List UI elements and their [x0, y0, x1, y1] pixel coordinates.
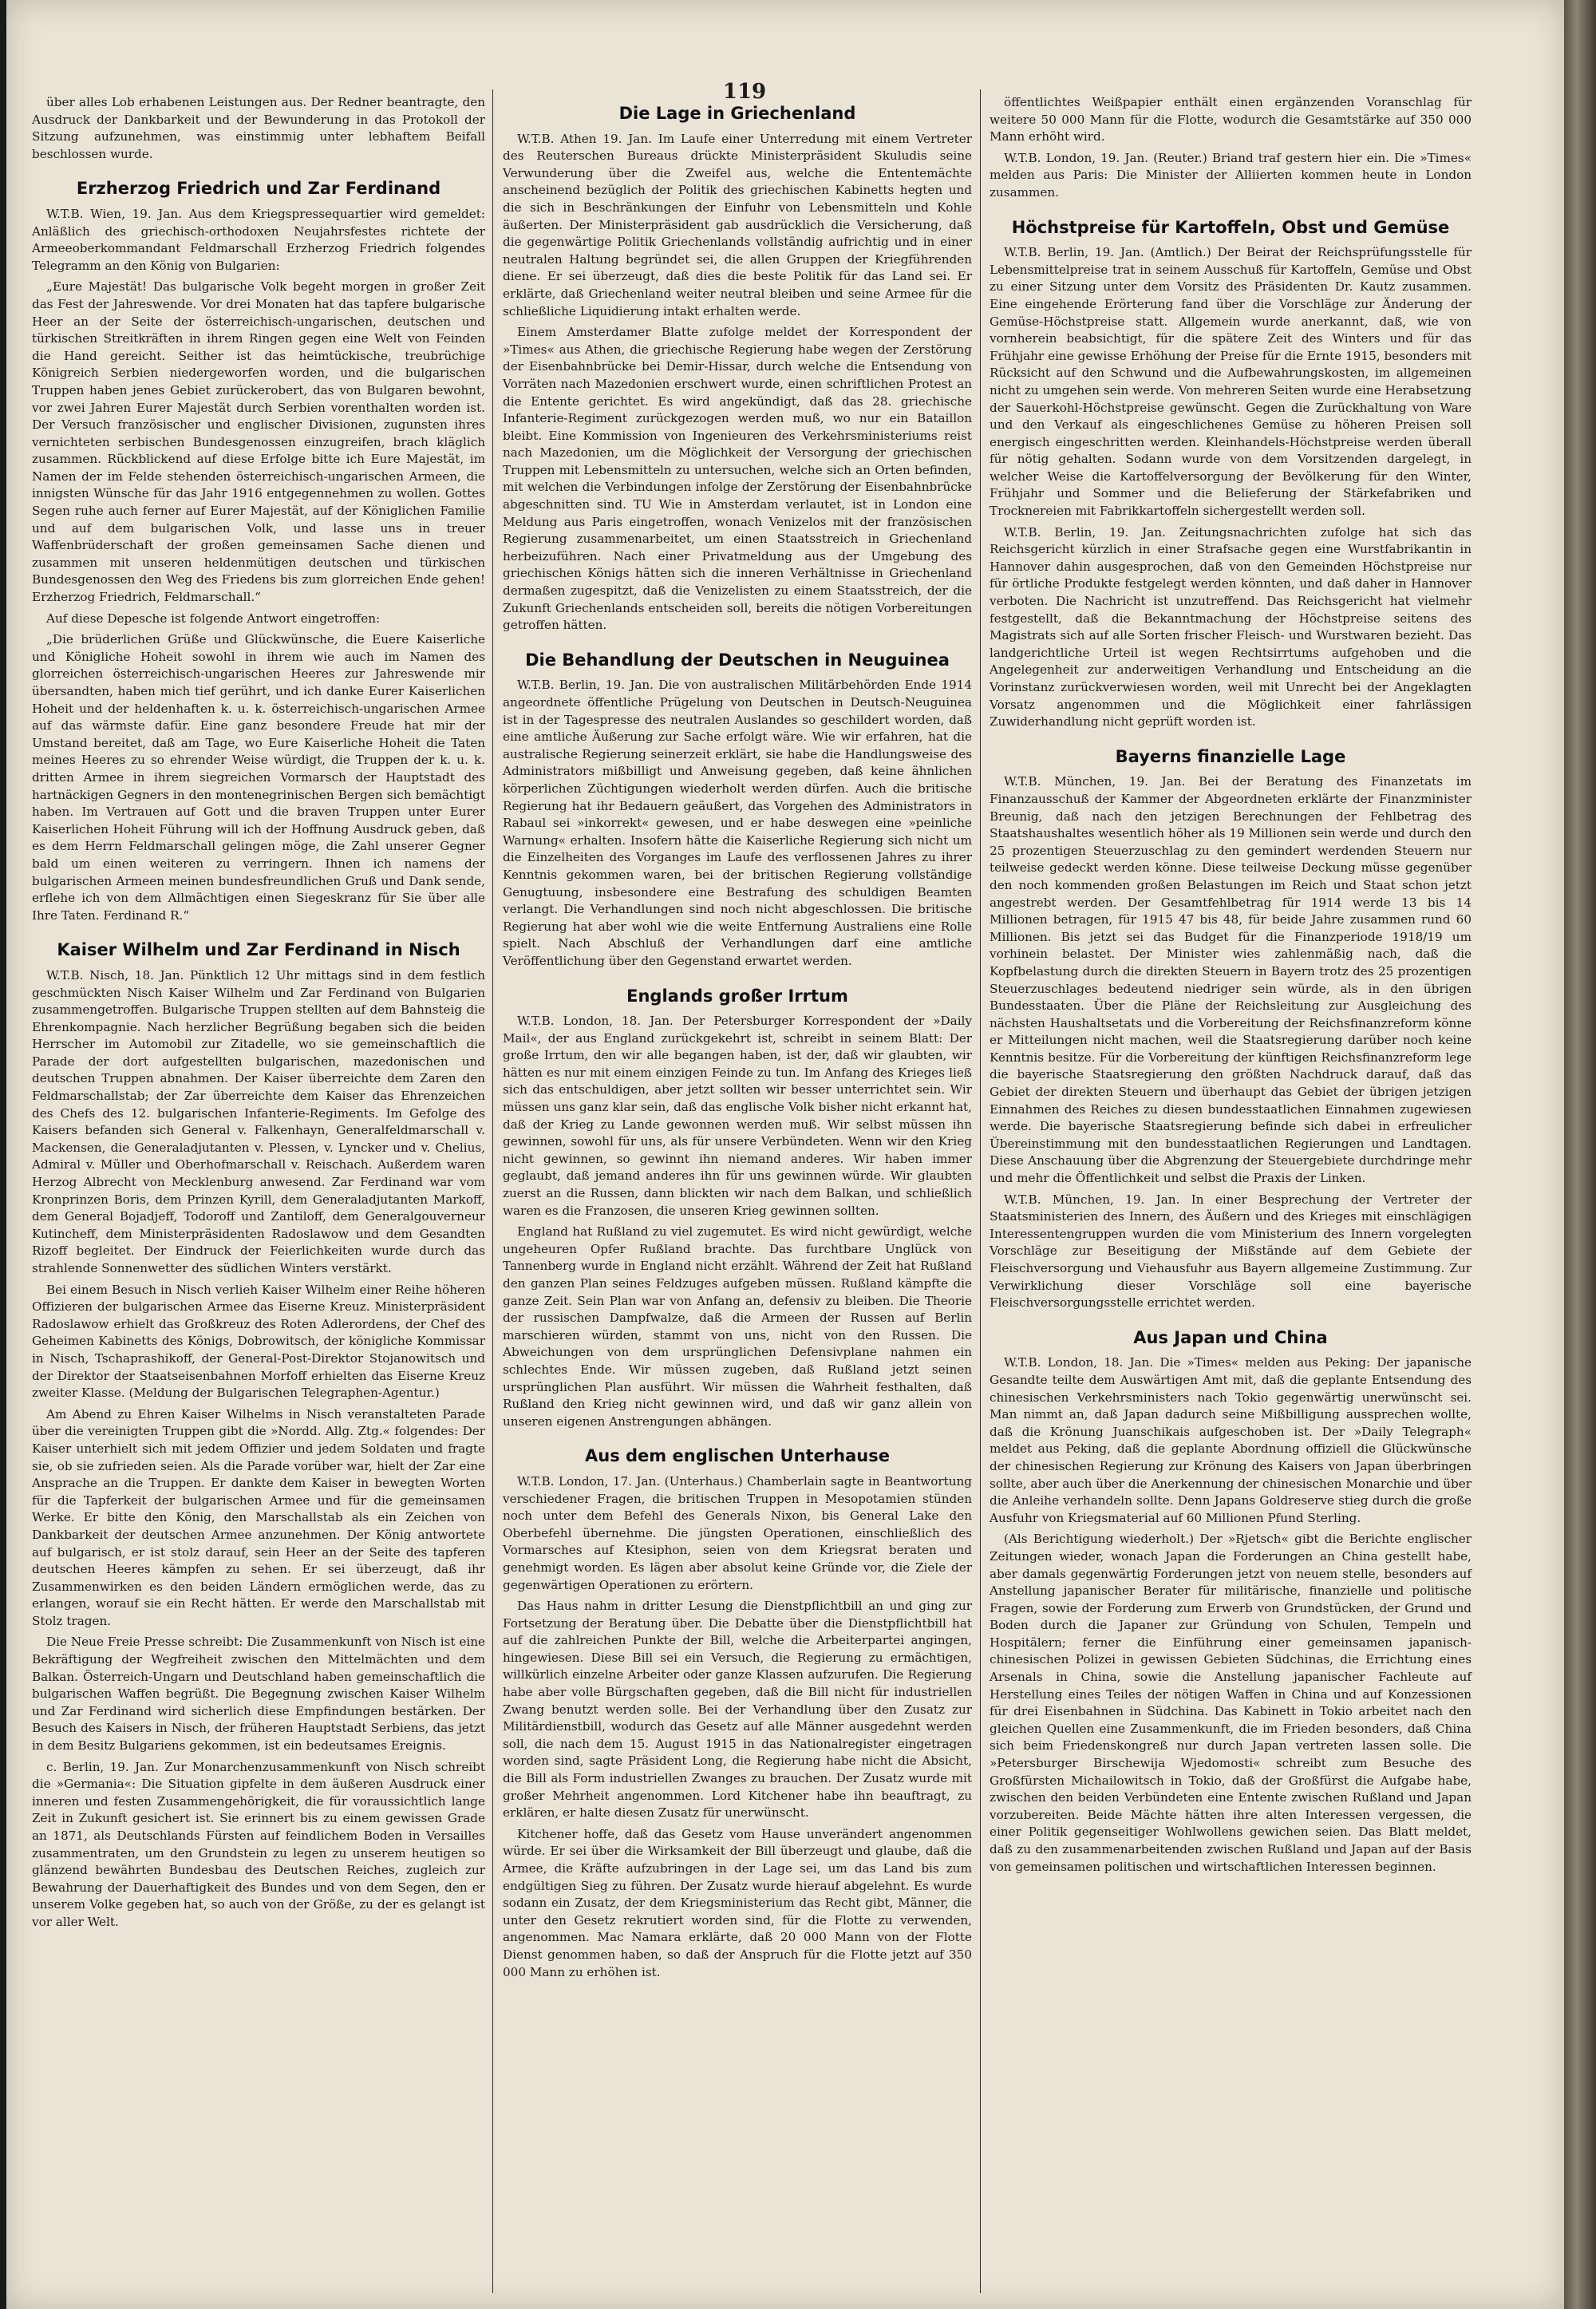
article-paragraph: W.T.B. Berlin, 19. Jan. Zeitungsnachrichten zufolge hat sich das Reichsgericht kürzlich in einer Strafsache gegen eine Wurstfabrikantin in Hannover dahin ausgesprochen, daß von den Gemeinden Höchstpreise nur für örtliche Produkte festgelegt werden könnten, und daß daher in Hannover verboten. Die Nachricht ist unzutreffend. Das Reichsgericht hat vielmehr festgestellt, daß die Bekanntmachung der Höchstpreise seitens des Magistrats sich auf alle Sorten frischer Fleisch- und Wurstwaren bezieht. Das landgerichtliche Urteil ist wegen Rechtsirrtums aufgehoben und die Angelegenheit zur anderweitigen Verhandlung und Entscheidung an die Vorinstanz zurückverwiesen worden, weil mit Unrecht bei der Angeklagten Vorsatz angenommen und die Möglichkeit einer fahrlässigen Zuwiderhandlung nicht geprüft worden ist.: [990, 524, 1472, 729]
column-right: [990, 94, 1472, 2293]
article-paragraph: c. Berlin, 19. Jan. Zur Monarchenzusammenkunft von Nisch schreibt die »Germania«: Die Situation gipfelte in dem äußeren Ausdruck einer inneren und festen Zusammengehörigkeit, die für voraussichtlich lange Zeit in Zukunft gesichert ist. Sie erinnert bis zu einem gewissen Grade an 1871, als Deutschlands Fürsten auf feindlichem Boden in Versailles zusammentraten, um den Grundstein zu legen zu unserem heutigen so glänzend bewährten Bundesbau des Deutschen Reiches, zugleich zur Bewahrung der Dauerhaftigkeit des Bundes und von dem Segen, den er unserem Volke gegeben hat, so auch von der Größe, zu der es gelangt ist vor aller Welt.: [32, 1759, 485, 1929]
article-paragraph: W.T.B. Berlin, 19. Jan. Die von australischen Militärbehörden Ende 1914 angeordnete öffentliche Prügelung von Deutschen in Deutsch-Neuguinea ist in der Tagespresse des neutralen Auslandes so geschildert worden, daß eine amtliche Äußerung zur Sache erfolgt wäre. Wie wir erfahren, hat die australische Regierung seinerzeit erklärt, sie habe die Handlungsweise des Administrators mißbilligt und Anweisung gegeben, daß keine ähnlichen körperlichen Züchtigungen wiederholt werden dürfen. Auch die britische Regierung hat ihr Bedauern geäußert, das Vorgehen des Administrators in Rabaul sei »inkorrekt« gewesen, und er habe deswegen eine »peinliche Warnung« erhalten. Insofern hätte die Kaiserliche Regierung sich nicht um die Einzelheiten des Vorganges im Laufe des verflossenen Jahres zu ihrer Kenntnis gekommen waren, bei der britischen Regierung vollständige Genugtuung, insbesondere eine Bestrafung des schuldigen Beamten verlangt. Die Verhandlungen sind noch nicht abgeschlossen. Die britische Regierung hat aber wohl wie die weite Entfernung Australiens eine Rolle spielt. Nach Abschluß der Verhandlungen darf eine amtliche Veröffentlichung über den Gegenstand erwartet werden.: [503, 678, 972, 968]
article-paragraph: Das Haus nahm in dritter Lesung die Dienstpflichtbill an und ging zur Fortsetzung der Beratung über. Die Debatte über die Dienstpflichtbill hat auf die zahlreichen Punkte der Bill, welche die Arbeiterpartei angingen, hingewiesen. Diese Bill sei ein Versuch, die Regierung zu ermächtigen, willkürlich einzelne Arbeiter oder ganze Klassen aufzurufen. Die Regierung habe aber volle Bürgschaften gegeben, daß die Bill nicht für industriellen Zwang benutzt werden solle. Bei der Verhandlung über den Zusatz zur Militärdienstbill, wodurch das Gesetz auf alle Männer ausgedehnt werden soll, die nach dem 15. August 1915 in das Nationalregister eingetragen worden sind, sagte Präsident Long, die Regierung habe nicht die Absicht, die Bill als Form industriellen Zwanges zu brauchen. Der Zusatz wurde mit großer Mehrheit angenommen. Lord Kitchener habe ihn beauftragt, zu erklären, er halte diesen Zusatz für unerwünscht.: [503, 1599, 972, 1821]
article-paragraph: W.T.B. Athen 19. Jan. Im Laufe einer Unterredung mit einem Vertreter des Reuterschen Bureaus drückte Ministerpräsident Skuludis seine Verwunderung über die Zweifel aus, welche die Ententemächte anscheinend bezüglich der Politik des griechischen Kabinetts hegten und die sich in Beschränkungen der Einfuhr von Lebensmitteln und Kohle äußerten. Der Ministerpräsident gab ausdrücklich die Versicherung, daß die gegenwärtige Politik Griechenlands vollständig aufrichtig und in einer neutralen Haltung begründet sei, die allen Gruppen der Kriegführenden diene. Er sei überzeugt, daß dies die beste Politik für das Land sei. Er erklärte, daß Griechenland weiter neutral bleiben und seine Armee für die schließliche Liquidierung intakt erhalten werde.: [503, 131, 972, 318]
article-headline: Englands großer Irrtum: [626, 986, 848, 1006]
article-paragraph: W.T.B. München, 19. Jan. Bei der Beratung des Finanzetats im Finanzausschuß der Kammer der Abgeordneten erklärte der Finanzminister Breunig, daß nach den jetzigen Berechnungen der Fehlbetrag des Staatshaushaltes wesentlich höher als 19 Millionen sein werde und durch den 25 prozentigen Steuerzuschlag zu den gemindert werdenden Steuern nur teilweise gedeckt werden könne. Diese teilweise Deckung müsse gegenüber den noch kommenden großen Belastungen im Reich und Staat schon jetzt angestrebt werden. Der Gesamtfehlbetrag für 1914 werde 13 bis 14 Millionen betragen, für 1915 47 bis 48, für beide Jahre zusammen rund 60 Millionen. Bis jetzt sei das Budget für die Finanzperiode 1918/19 um vorhinein belastet. Der Minister wies zahlenmäßig nach, daß die Kopfbelastung durch die direkten Steuern in Bayern trotz des 25 prozentigen Steuerzuschlages bedeutend niedriger sein würde, als in den übrigen Bundesstaaten. Über die Pläne der Reichsleitung zur Ausgleichung des nächsten Haushaltsetats und die Vorbereitung der Reichsfinanzreform könne er Mitteilungen nicht machen, weil die Staatsregierung darüber noch keine Kenntnis besitze. Für die Vorbereitung der künftigen Reichsfinanzreform lege die bayerische Staatsregierung den größten Nachdruck darauf, daß das Gebiet der direkten Steuern und überhaupt das Gebiet der übrigen jetzigen Einnahmen des Reiches zu diesen bundesstaatlichen Einnahmen zugewiesen werde. Die bayerische Staatsregierung befinde sich dabei in erfreulicher Übereinstimmung mit den bundesstaatlichen Regierungen und Landtagen. Diese Anschauung über die Abgrenzung der Steuergebiete durchdringe mehr und mehr die Öffentlichkeit und selbst die Praxis der Linken.: [990, 774, 1472, 1186]
article-headline: Kaiser Wilhelm und Zar Ferdinand in Nisch: [57, 940, 460, 960]
article-headline: Die Behandlung der Deutschen in Neuguinea: [525, 650, 950, 670]
article-paragraph: W.T.B. Nisch, 18. Jan. Pünktlich 12 Uhr mittags sind in dem festlich geschmückten Nisch Kaiser Wilhelm und Zar Ferdinand von Bulgarien zusammengetroffen. Bulgarische Truppen stellten auf dem Bahnsteig die Ehrenkompagnie. Nach herzlicher Begrüßung begaben sich die beiden Herrscher im Automobil zur Zitadelle, wo sie gemeinschaftlich die Parade der dort aufgestellten bulgarischen, mazedonischen und deutschen Truppen abnahmen. Der Kaiser überreichte dem Zaren den Feldmarschallstab; der Zar überreichte dem Kaiser das Ehrenzeichen des Chefs des 12. bulgarischen Infanterie-Regiments. Im Gefolge des Kaisers befanden sich General v. Falkenhayn, Generalfeldmarschall v. Mackensen, die Generaladjutanten v. Plessen, v. Lyncker und v. Chelius, Admiral v. Müller und Oberhofmarschall v. Reischach. Außerdem waren Herzog Albrecht von Mecklenburg anwesend. Zar Ferdinand war vom Kronprinzen Boris, dem Prinzen Kyrill, dem Generaladjutanten Markoff, dem General Bojadjeff, Todoroff und Zantiloff, dem Generalgouverneur Kutincheff, dem Ministerpräsidenten Radoslawow und dem Gesandten Rizoff begleitet. Der Eindruck der Feierlichkeiten wurde durch das strahlende Sonnenwetter des südlichen Winters verstärkt.: [32, 967, 485, 1275]
article-paragraph: Auf diese Depesche ist folgende Antwort eingetroffen:: [46, 611, 381, 626]
article-headline: Aus Japan und China: [1133, 1327, 1328, 1347]
article-paragraph: W.T.B. Berlin, 19. Jan. (Amtlich.) Der Beirat der Reichsprüfungsstelle für Lebensmittelpreise trat in seinem Ausschuß für Kartoffeln, Gemüse und Obst zu einer Sitzung unter dem Vorsitz des Präsidenten Dr. Kautz zusammen. Eine eingehende Erörterung fand über die Vorschläge zur Änderung der Gemüse-Höchstpreise statt. Allgemein wurde anerkannt, daß, wie von vornherein beabsichtigt, für die spätere Zeit des Winters und für das Frühjahr eine gewisse Erhöhung der Preise für die Ernte 1915, besonders mit Rücksicht auf den Schwund und die Aufbewahrungskosten, im allgemeinen nicht zu umgehen sein werde. Von mehreren Seiten wurde eine Herabsetzung der Sauerkohl-Höchstpreise gewünscht. Gegen die Zurückhaltung von Ware und den Verkauf als eingeschlichenes Gemüse zu höheren Preisen soll energisch eingeschritten werden. Kleinhandels-Höchstpreise werden überall für nötig gehalten. Sodann wurde von dem Vorsitzenden dargelegt, in welcher Weise die Kartoffelversorgung der Bevölkerung für den Winter, Frühjahr und Sommer und die Belieferung der Stärkefabriken und Trocknereien mit Fabrikkartoffeln sichergestellt werden soll.: [990, 245, 1472, 519]
article-paragraph: W.T.B. Wien, 19. Jan. Aus dem Kriegspressequartier wird gemeldet: Anläßlich des griechisch-orthodoxen Neujahrsfestes richtete der Armeeoberkommandant Feldmarschall Erzherzog Friedrich folgendes Telegramm an den König von Bulgarien:: [32, 206, 485, 273]
article-headline: Höchstpreise für Kartoffeln, Obst und Gemüse: [1011, 217, 1450, 237]
page-number: 119: [722, 80, 767, 104]
article-paragraph: Kitchener hoffe, daß das Gesetz vom Hause unverändert angenommen würde. Er sei über die Wirksamkeit der Bill überzeugt und glaube, daß die Armee, die Kräfte aufzubringen in der Lage sei, um das Land bis zum endgültigen Sieg zu führen. Der Zusatz wurde hierauf abgelehnt. Es wurde sodann ein Zusatz, der dem Kriegsministerium das Recht gibt, Männer, die unter den Gesetz rekrutiert worden sind, für die Flotte zu verwenden, angenommen. Mac Namara erklärte, daß 20 000 Mann von der Flotte Dienst genommen haben, so daß der Anspruch für die Flotte jetzt auf 350 000 Mann zu erhöhen ist.: [503, 1826, 972, 1979]
article-paragraph: W.T.B. London, 17. Jan. (Unterhaus.) Chamberlain sagte in Beantwortung verschiedener Fragen, die britischen Truppen in Mesopotamien stünden noch unter dem Befehl des Generals Nixon, bis General Lake den Oberbefehl übernehme. Die jüngsten Operationen, einschließlich des Vormarsches auf Ktesiphon, seien von dem Kriegsrat beraten und genehmigt worden. Es lägen aber absolut keine Gründe vor, die Ziele der gegenwärtigen Operationen zu erörtern.: [503, 1473, 972, 1592]
article-headline: Aus dem englischen Unterhause: [585, 1446, 890, 1466]
article-paragraph: W.T.B. München, 19. Jan. In einer Besprechung der Vertreter der Staatsministerien des Innern, des Äußern und des Krieges mit einschlägigen Interessentengruppen wurden die vom Ministerium des Innern vorgelegten Vorschläge zur Beseitigung der Mißstände auf dem Gebiete der Fleischversorgung und Viehausfuhr aus Bayern allgemeine Zustimmung. Zur Verwirklichung dieser Vorschläge soll eine bayerische Fleischversorgungsstelle errichtet werden.: [990, 1192, 1472, 1311]
newspaper-page: [6, 0, 1564, 2309]
column-left: [32, 94, 485, 2293]
book-binding-edge: [1564, 0, 1596, 2309]
article-headline: Die Lage in Griechenland: [618, 104, 856, 123]
article-paragraph: (Als Berichtigung wiederholt.) Der »Rjetsch« gibt die Berichte englischer Zeitungen wieder, wonach Japan die Forderungen an China gestellt habe, aber damals gegenwärtig Forderungen jetzt von neuem stelle, besonders auf Anstellung japanischer Berater für militärische, finanzielle und politische Fragen, sowie der Forderung zum Erwerb von Grundstücken, der Grund und Boden durch die Japaner zur Gründung von Schulen, Tempeln und Hospitälern; ferner die Einführung einer gemeinsamen japanisch-chinesischen Polizei in gewissen Gebieten Südchinas, die Errichtung eines Arsenals in China, sowie die Anstellung japanischer Fachleute auf Herstellung eines Teiles der nötigen Waffen in China und auf Konzessionen für drei Eisenbahnen in Südchina. Das Kabinett in Tokio arbeitet nach den gleichen Quellen eine Zusammenkunft, die im Frieden besonders, daß China sich beim Friedenskongreß nur durch Japan vertreten lassen solle. Die »Petersburger Birschewija Wjedomosti« schreibt zum Besuche des Großfürsten Michailowitsch in Tokio, daß der Großfürst die Aufgabe habe, zwischen den beiden Verbündeten eine Entente zwischen Rußland und Japan vorzubereiten. Beide Mächte hätten ihre alten Interessen vergessen, die einer Politik gegenseitiger Wohlwollens gewichen seien. Das Blatt meldet, daß zu den zusammenarbeitenden zwischen Rußland und Japan auf der Basis von gemeinsamen politischen und wirtschaftlichen Interessen beginnen.: [990, 1532, 1472, 1874]
article-paragraph: über alles Lob erhabenen Leistungen aus. Der Redner beantragte, den Ausdruck der Dankbarkeit und der Bewunderung in das Protokoll der Sitzung aufzunehmen, was einstimmig unter lebhaftem Beifall beschlossen wurde.: [32, 95, 485, 161]
article-headline: Bayerns finanzielle Lage: [1115, 746, 1346, 766]
column-middle: [503, 94, 972, 2293]
article-headline: Erzherzog Friedrich und Zar Ferdinand: [76, 179, 441, 199]
column-rule: [492, 89, 493, 2293]
article-paragraph: öffentlichtes Weißpapier enthält einen ergänzenden Voranschlag für weitere 50 000 Mann für die Flotte, wodurch die Gesamtstärke auf 350 000 Mann erhöht wird.: [990, 95, 1472, 144]
article-paragraph: England hat Rußland zu viel zugemutet. Es wird nicht gewürdigt, welche ungeheuren Opfer Rußland brachte. Das furchtbare Unglück von Tannenberg wurde in England nicht erzählt. Während der Zeit hat Rußland den ganzen Plan seines Feldzuges aufgeben müssen. Rußland kämpfte die ganze Zeit. Sein Plan war von Anfang an, defensiv zu bleiben. Die Theorie der russischen Dampfwalze, daß die Armeen der Russen auf Berlin marschieren würden, stammt von uns, nicht von den Russen. Die Abweichungen von dem ursprünglichen Defensivplane nahmen ein schlechtes Ende. Wir müssen zugeben, daß Rußland jetzt seinen ursprünglichen Plan ausführt. Wir müssen die Wahrheit festhalten, daß Rußland den Krieg nicht gewinnen wird, und daß wir ganz allein von unseren eigenen Anstrengungen abhängen.: [503, 1224, 972, 1429]
article-paragraph: „Die brüderlichen Grüße und Glückwünsche, die Euere Kaiserliche und Königliche Hoheit sowohl in ihrem wie auch im Namen des glorreichen österreichisch-ungarischen Heeres zur Jahreswende mir übersandten, haben mich tief gerührt, und ich danke Eurer Kaiserlichen Hoheit und der heldenhaften k. u. k. österreichisch-ungarischen Armee auf das wärmste dafür. Eine ganz besondere Freude hat mir der Umstand bereitet, daß am Tage, wo Eure Kaiserliche Hoheit die Taten meines Heeres zu so ehrender Weise würdigt, die Truppen der k. u. k. dritten Armee in ihrem siegreichen Vormarsch der Hauptstadt des hartnäckigen Gegners in den montenegrinischen Bergen sich bemächtigt haben. Im Vertrauen auf Gott und die braven Truppen unter Eurer Kaiserlichen Hoheit Führung will ich der Hoffnung Ausdruck geben, daß es dem Herrn Feldmarschall gelingen möge, die Zahl unserer Gegner bald um einen weiteren zu verringern. Ihnen ich namens der bulgarischen Armeen meinen bundesfreundlichen Gruß und Dank sende, erflehe ich von dem Allmächtigen einen Siegeskranz für Sie über alle Ihre Taten. Ferdinand R.“: [32, 632, 485, 923]
article-paragraph: Am Abend zu Ehren Kaiser Wilhelms in Nisch veranstalteten Parade über die vereinigten Truppen gibt die »Nordd. Allg. Ztg.« folgendes: Der Kaiser unterhielt sich mit jedem Offizier und jedem Soldaten und fragte sie, ob sie zufrieden seien. Als die Parade vorüber war, hielt der Zar eine Ansprache an die Truppen. Er dankte dem Kaiser in bewegten Worten für die Tapferkeit der bulgarischen Armee und für die gemeinsamen Werke. Er bitte den König, den Marschallstab als ein Zeichen von Dankbarkeit der deutschen Armee anzunehmen. Der König antwortete auf bulgarisch, er ist stolz darauf, sein Heer an der Seite des tapferen deutschen Heeres kämpfen zu sehen. Er sei überzeugt, daß ihr Zusammenwirken es den beiden Ländern ermöglichen werde, das zu erlangen, worauf sie ein Recht hätten. Er werde den Marschallstab mit Stolz tragen.: [32, 1406, 485, 1628]
column-rule: [980, 89, 981, 2293]
article-paragraph: Die Neue Freie Presse schreibt: Die Zusammenkunft von Nisch ist eine Bekräftigung der Wegfreiheit zwischen den Mittelmächten und dem Balkan. Österreich-Ungarn und Deutschland haben gemeinschaftlich die bulgarischen Waffen begrüßt. Die Begegnung zwischen Kaiser Wilhelm und Zar Ferdinand wird sicherlich diese Empfindungen bestärken. Der Besuch des Kaisers in Nisch, der früheren Hauptstadt Serbiens, das jetzt in dem Besitz Bulgariens gekommen, ist ein bedeutsames Ereignis.: [32, 1635, 485, 1753]
article-paragraph: „Eure Majestät! Das bulgarische Volk begeht morgen in großer Zeit das Fest der Jahreswende. Vor drei Monaten hat das tapfere bulgarische Heer an der Seite der österreichisch-ungarischen, deutschen und türkischen Streitkräften in ihrem Ringen gegen eine Welt von Feinden die Hand gereicht. Seither ist das heimtückische, treubrüchige Königreich Serbien niedergeworfen worden, und die bulgarischen Truppen haben jenes Gebiet zurückerobert, das von Bulgaren bewohnt, vor zwei Jahren Eurer Majestät durch Serbien vorenthalten worden ist. Der Versuch französischer und englischer Divisionen, zugunsten ihres vernichteten serbischen Bundesgenossen einzugreifen, brach kläglich zusammen. Rückblickend auf diese Erfolge bitte ich Eure Majestät, im Namen der im Felde stehenden österreichisch-ungarischen Armeen, die innigsten Wünsche für das Jahr 1916 entgegennehmen zu wollen. Gottes Segen ruhe auch ferner auf Eurer Majestät, auf der Königlichen Familie und auf dem bulgarischen Volk, und lasse uns in treuer Waffenbrüderschaft der großen gemeinsamen Sache dienen und zusammen mit unseren heldenmütigen deutschen und türkischen Bundesgenossen den Weg des Friedens bis zum glorreichen Ende gehen! Erzherzog Friedrich, Feldmarschall.“: [32, 279, 485, 605]
article-paragraph: Bei einem Besuch in Nisch verlieh Kaiser Wilhelm einer Reihe höheren Offizieren der bulgarischen Armee das Eiserne Kreuz. Ministerpräsident Radoslawow erhielt das Großkreuz des Roten Adlerordens, der Chef des Geheimen Kabinetts des Königs, Dobrowitsch, der königliche Kommissar in Nisch, Tschaprashikoff, der General-Post-Direktor Stojanowitsch und der Direktor der Staatseisenbahnen Morfoff erhielten das Eiserne Kreuz zweiter Klasse. (Meldung der Bulgarischen Telegraphen-Agentur.): [32, 1282, 485, 1401]
article-paragraph: W.T.B. London, 18. Jan. Der Petersburger Korrespondent der »Daily Mail«, der aus England zurückgekehrt ist, schreibt in seinem Blatt: Der große Irrtum, den wir alle begangen haben, ist der, daß wir glaubten, wir hätten es nur mit einem einzigen Feinde zu tun. Im Anfang des Krieges ließ sich das entschuldigen, aber jetzt sollten wir besser unterrichtet sein. Wir müssen uns ganz klar sein, daß das englische Volk bisher nicht erkannt hat, daß der Krieg zu Lande gewonnen werden muß. Wir selbst müssen ihn gewinnen, sowohl für uns, als für unsere Verbündeten. Wenn wir den Krieg nicht gewinnen, so gewinnt ihn niemand anderes. Wir haben immer geglaubt, daß jemand anderes ihn für uns gewinnen würde. Wir glaubten zuerst an die Russen, dann blickten wir nach dem Balkan, und schließlich waren es die Franzosen, die unseren Krieg gewinnen sollten.: [503, 1014, 972, 1218]
article-paragraph: W.T.B. London, 19. Jan. (Reuter.) Briand traf gestern hier ein. Die »Times« melden aus Paris: Die Minister der Alliierten kommen heute in London zusammen.: [990, 150, 1472, 200]
article-paragraph: Einem Amsterdamer Blatte zufolge meldet der Korrespondent der »Times« aus Athen, die griechische Regierung habe wegen der Zerstörung der Eisenbahnbrücke bei Demir-Hissar, durch welche die Entsendung von Vorräten nach Mazedonien erschwert wurde, einen schriftlichen Protest an die Entente gerichtet. Es wird angekündigt, daß das 28. griechische Infanterie-Regiment zurückgezogen werden muß, wo nur ein Bataillon bleibt. Eine Kommission von Ingenieuren des Verkehrsministeriums reist nach Mazedonien, um die Möglichkeit der Versorgung der griechischen Truppen mit Lebensmitteln zu untersuchen, welche sich an Orten befinden, mit welchen die Verbindungen infolge der Zerstörung der Eisenbahnbrücke abgeschnitten sind. TU Wie in Amsterdam verlautet, ist in London eine Meldung aus Paris eingetroffen, wonach Venizelos mit der französischen Regierung zusammenarbeitet, um einen Staatsstreich in Griechenland herbeizuführen. Nach einer Privatmeldung aus der Umgebung des griechischen Königs hätten sich die inneren Verhältnisse in Griechenland dermaßen zugespitzt, daß die Venizelisten zu einem Staatsstreich, der die Zukunft Griechenlands entscheiden soll, bereits die nötigen Vorbereitungen getroffen hätten.: [503, 325, 972, 633]
article-paragraph: W.T.B. London, 18. Jan. Die »Times« melden aus Peking: Der japanische Gesandte teilte dem Auswärtigen Amt mit, daß die geplante Entsendung des chinesischen Verkehrsministers nach Tokio gegenwärtig unerwünscht sei. Man nimmt an, daß Japan dadurch seine Mißbilligung aussprechen wollte, daß die Krönung Juanschikais aufgeschoben ist. Der »Daily Telegraph« meldet aus Peking, daß die geplante Abordnung offiziell die Glückwünsche der chinesischen Regierung zur Krönung des Kaisers von Japan überbringen sollte, aber auch über die Anerkennung der chinesischen Monarchie und über die Anleihe verhandeln sollte. Denn Japans Goldreserve stieg durch die große Ausfuhr von Kriegsmaterial auf 60 Millionen Pfund Sterling.: [990, 1355, 1472, 1525]
